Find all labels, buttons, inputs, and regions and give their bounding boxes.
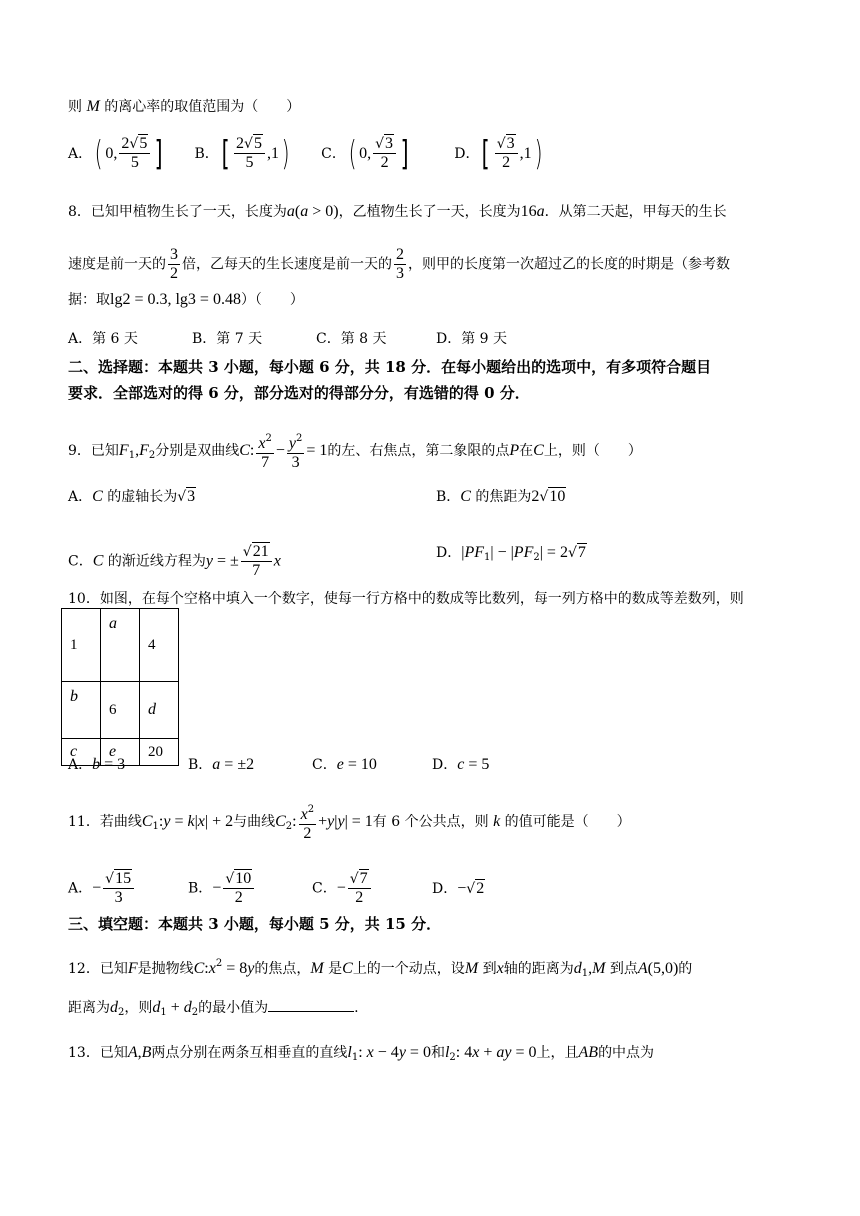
q8-line-1: 8．已知甲植物生长了一天，长度为a(a > 0)，乙植物生长了一天，长度为16a．从第二天起，甲每天的生长 bbox=[68, 203, 727, 220]
q7-option-a: A．( 0, $\frac{2√5}{5}$ ] bbox=[68, 133, 163, 174]
q8-option-c: C．第 8 天 bbox=[316, 331, 387, 347]
q8-option-b: B．第 7 天 bbox=[192, 331, 263, 347]
q9-option-d: D．$|PF_1| - |PF_2| = 2√7$ bbox=[436, 544, 586, 563]
q8-options bbox=[68, 329, 507, 349]
section-2-heading-line-2: 要求．全部选对的得 6 分，部分选对的得部分分，有选错的得 0 分． bbox=[68, 384, 530, 402]
q11-option-d: D．−√2 bbox=[432, 879, 485, 897]
grid-cell: e bbox=[101, 739, 140, 766]
grid-cell: b bbox=[62, 682, 101, 739]
q8-option-a: A．第 6 天 bbox=[68, 331, 138, 347]
q7-stem: 则 M 的离心率的取值范围为（ ） bbox=[68, 98, 301, 115]
grid-cell: 6 bbox=[101, 682, 140, 739]
grid-cell: 4 bbox=[140, 609, 179, 682]
section-2-heading-line-1: 二、选择题：本题共 3 小题，每小题 6 分，共 18 分．在每小题给出的选项中，有多项符合题目 bbox=[68, 358, 712, 376]
q9-option-a: A．C 的虚轴长为√3 bbox=[68, 488, 196, 505]
q11-stem: 11．若曲线$C_1:y = k|x| + 2$与曲线$C_2$: $\frac{x^2}{2}$ +y|y| = 1有 6 个公共点，则 k 的值可能是（ ） bbox=[68, 801, 631, 843]
q7-option-b: B．[ $\frac{2√5}{5}$ ,1) bbox=[194, 133, 290, 174]
q10-option-b: B．a = ±2 bbox=[188, 756, 255, 773]
q10-number-grid bbox=[61, 608, 179, 766]
grid-cell: a bbox=[101, 609, 140, 682]
q12-line-2: 距离为$d_2$，则$d_1 + d_2$的最小值为 . bbox=[68, 999, 359, 1018]
q9-option-b: B．C 的焦距为2√10 bbox=[436, 488, 566, 505]
grid-cell: 1 bbox=[62, 609, 101, 682]
answer-blank[interactable] bbox=[268, 997, 354, 1012]
q10-option-c: C．e = 10 bbox=[312, 756, 377, 773]
q13-line-1: 13．已知A,B两点分别在两条互相垂直的直线$l_1$: x − 4y = 0和$l_2$: 4x + ay = 0上，且AB的中点为 bbox=[68, 1044, 655, 1063]
q9-option-c: C．C 的渐近线方程为y = ± $\frac{√21}{7}$ x bbox=[68, 543, 281, 579]
grid-cell: 20 bbox=[140, 739, 179, 766]
grid-cell: d bbox=[140, 682, 179, 739]
q9-stem: 9．已知$F_1,F_2$分别是双曲线C: $\frac{x^2}{7}$ − $\frac{y^2}{3}$ = 1的左、右焦点，第二象限的点P在C上，则（ ） bbox=[68, 430, 642, 472]
q8-line-2: 速度是前一天的 $\frac{3}{2}$ 倍，乙每天的生长速度是前一天的 $\frac{2}{3}$ ，则甲的长度第一次超过乙的长度的时期是（参考数 bbox=[68, 246, 730, 282]
q7-options bbox=[68, 135, 545, 172]
q11-option-a: A．− $\frac{√15}{3}$ bbox=[68, 870, 188, 907]
grid-cell: c bbox=[62, 739, 101, 766]
q11-options bbox=[68, 870, 485, 907]
q8-option-d: D．第 9 天 bbox=[436, 331, 508, 347]
q10-option-d: D．c = 5 bbox=[432, 756, 490, 773]
q11-option-b: B．− $\frac{√10}{2}$ bbox=[188, 870, 312, 907]
q8-line-3: 据：取lg2 = 0.3, lg3 = 0.48）（ ） bbox=[68, 291, 304, 308]
q10-option-a: A．b = 3 bbox=[68, 756, 126, 773]
q10-options bbox=[68, 755, 489, 775]
q7-option-d: D．[ $\frac{√3}{2}$ ,1) bbox=[454, 133, 543, 174]
section-3-heading: 三、填空题：本题共 3 小题，每小题 5 分，共 15 分． bbox=[68, 915, 442, 933]
q12-line-1: 12．已知F是抛物线$C:x^2 = 8y$的焦点，M 是C上的一个动点，设M 到x轴的距离为$d_1,M$ 到点A(5,0)的 bbox=[68, 958, 693, 979]
q10-stem: 10．如图，在每个空格中填入一个数字，使每一行方格中的数成等比数列，每一列方格中的数成等差数列，则 bbox=[68, 591, 744, 607]
q7-option-c: C．( 0, $\frac{√3}{2}$ ] bbox=[321, 133, 409, 174]
q11-option-c: C．− $\frac{√7}{2}$ bbox=[312, 870, 432, 907]
